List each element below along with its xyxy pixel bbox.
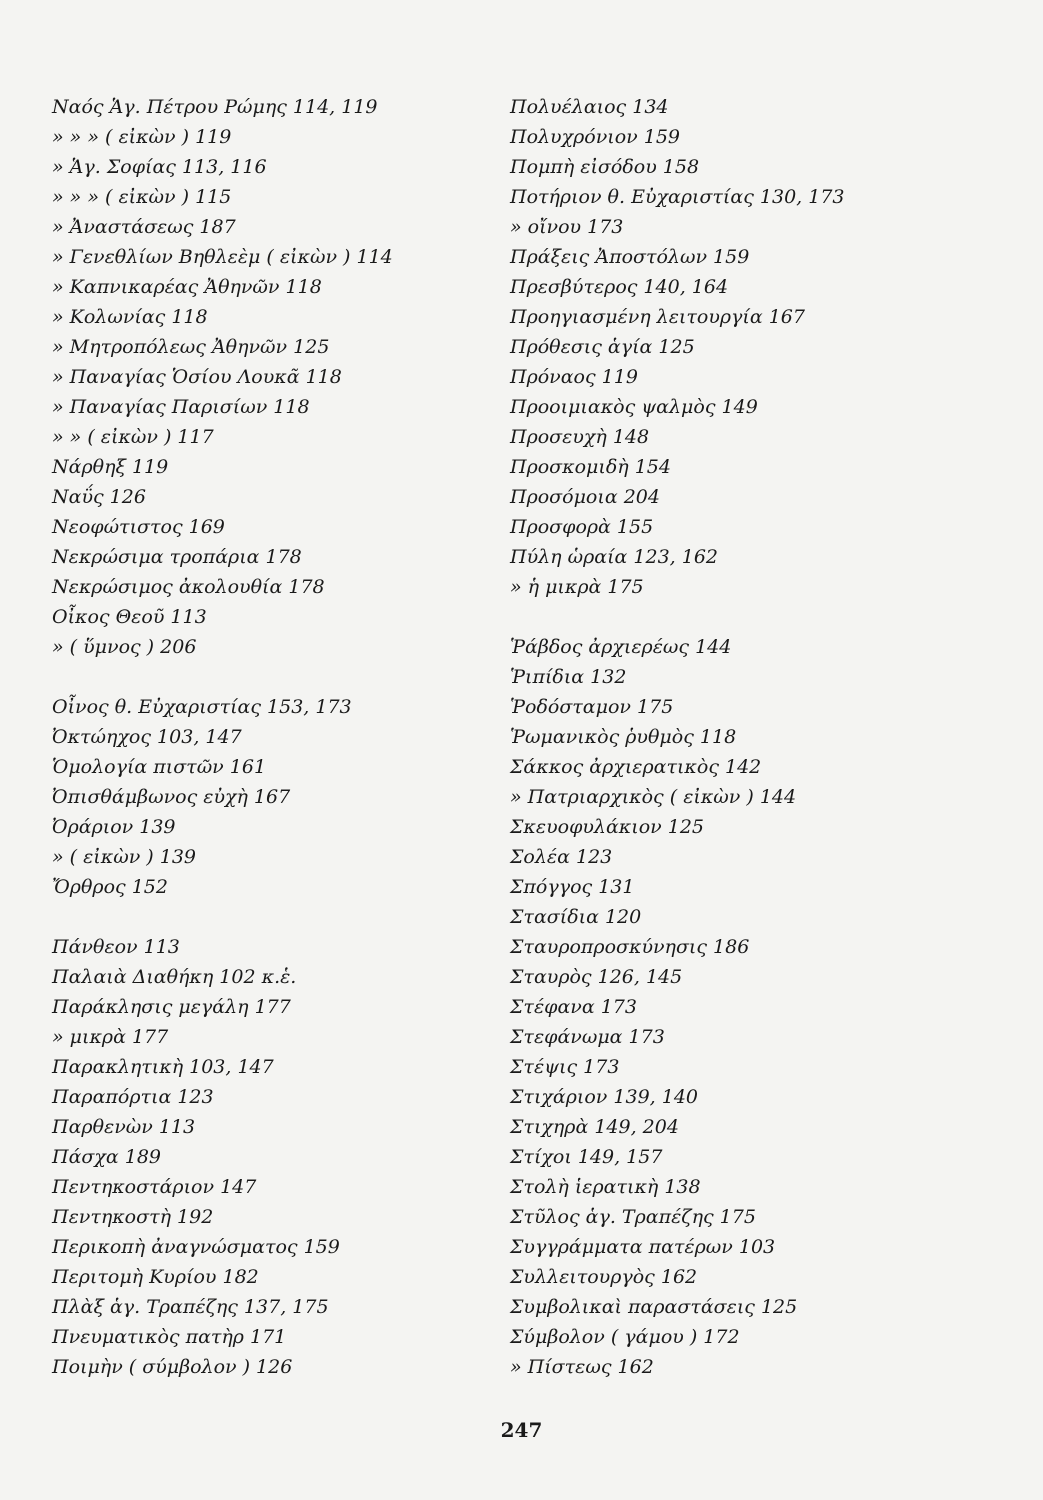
index-column-right — [510, 92, 990, 1382]
index-entry: Σκευοφυλάκιον 125 — [510, 816, 705, 838]
index-entry: Προοιμιακὸς ψαλμὸς 149 — [510, 396, 758, 418]
index-entry: Πομπὴ εἰσόδου 158 — [510, 156, 700, 178]
index-entry: Παράκλησις μεγάλη 177 — [52, 996, 291, 1018]
index-entry: Ῥωμανικὸς ῥυθμὸς 118 — [510, 726, 737, 748]
index-entry: Οἶκος Θεοῦ 113 — [52, 606, 207, 628]
index-entry: Στιχηρὰ 149, 204 — [510, 1116, 679, 1138]
index-entry: Πλὰξ ἁγ. Τραπέζης 137, 175 — [52, 1296, 329, 1318]
index-entry: Στολὴ ἱερατικὴ 138 — [510, 1176, 701, 1198]
index-entry: Σπόγγος 131 — [510, 876, 635, 898]
index-entry: Πράξεις Ἀποστόλων 159 — [510, 246, 750, 268]
index-entry: » μικρὰ 177 — [52, 1026, 169, 1048]
index-entry: Σταυρὸς 126, 145 — [510, 966, 683, 988]
index-entry: Ῥιπίδια 132 — [510, 666, 627, 688]
index-entry: » Καπνικαρέας Ἀθηνῶν 118 — [52, 276, 322, 298]
index-entry: Οἶνος θ. Εὐχαριστίας 153, 173 — [52, 696, 352, 718]
index-entry: Περικοπὴ ἀναγνώσματος 159 — [52, 1236, 340, 1258]
index-entry: Προσευχὴ 148 — [510, 426, 650, 448]
index-entry: Πρεσβύτερος 140, 164 — [510, 276, 729, 298]
index-spacer — [510, 602, 990, 632]
index-entry: Πρόθεσις ἁγία 125 — [510, 336, 695, 358]
page-number: 247 — [500, 1418, 543, 1442]
index-entry: Στῦλος ἁγ. Τραπέζης 175 — [510, 1206, 756, 1228]
index-entry: Προηγιασμένη λειτουργία 167 — [510, 306, 805, 328]
index-entry: Πύλη ὡραία 123, 162 — [510, 546, 719, 568]
index-entry: » Πίστεως 162 — [510, 1356, 654, 1378]
index-entry: Νάρθηξ 119 — [52, 456, 169, 478]
index-entry: Περιτομὴ Κυρίου 182 — [52, 1266, 259, 1288]
index-entry: Πάνθεον 113 — [52, 936, 180, 958]
index-entry: Πολυχρόνιον 159 — [510, 126, 681, 148]
index-entry: Πεντηκοστὴ 192 — [52, 1206, 214, 1228]
index-entry: Σύμβολον ( γάμου ) 172 — [510, 1326, 740, 1348]
index-entry: Σάκκος ἀρχιερατικὸς 142 — [510, 756, 762, 778]
index-entry: Παρθενὼν 113 — [52, 1116, 196, 1138]
index-entry: Πνευματικὸς πατὴρ 171 — [52, 1326, 287, 1348]
index-entry: Ὀράριον 139 — [52, 816, 176, 838]
index-entry: Στασίδια 120 — [510, 906, 642, 928]
index-entry: Πολυέλαιος 134 — [510, 96, 669, 118]
index-entry: » Κολωνίας 118 — [52, 306, 208, 328]
index-entry: Παλαιὰ Διαθήκη 102 κ.ἑ. — [52, 966, 297, 988]
index-entry: Ὄρθρος 152 — [52, 876, 168, 898]
index-entry: Ῥοδόσταμον 175 — [510, 696, 674, 718]
index-entry: Στεφάνωμα 173 — [510, 1026, 665, 1048]
index-entry: » οἴνου 173 — [510, 216, 624, 238]
index-entry: Στίχοι 149, 157 — [510, 1146, 663, 1168]
index-entry: Πεντηκοστάριον 147 — [52, 1176, 257, 1198]
index-entry: Ῥάβδος ἀρχιερέως 144 — [510, 636, 732, 658]
index-entry: Στιχάριον 139, 140 — [510, 1086, 698, 1108]
index-entry: Ναός Ἁγ. Πέτρου Ρώμης 114, 119 — [52, 96, 378, 118]
index-entry: » Πατριαρχικὸς ( εἰκὼν ) 144 — [510, 786, 797, 808]
index-entry: Πάσχα 189 — [52, 1146, 162, 1168]
index-entry: » » » ( εἰκὼν ) 119 — [52, 126, 232, 148]
index-entry: Συλλειτουργὸς 162 — [510, 1266, 698, 1288]
index-entry: Ποιμὴν ( σύμβολον ) 126 — [52, 1356, 293, 1378]
index-entry: » » » ( εἰκὼν ) 115 — [52, 186, 232, 208]
index-entry: » ( ὕμνος ) 206 — [52, 636, 197, 658]
index-entry: » Παναγίας Παρισίων 118 — [52, 396, 310, 418]
index-entry: Προσκομιδὴ 154 — [510, 456, 671, 478]
index-entry: » Παναγίας Ὁσίου Λουκᾶ 118 — [52, 366, 342, 388]
index-entry: Νεκρώσιμα τροπάρια 178 — [52, 546, 302, 568]
index-entry: Συμβολικαὶ παραστάσεις 125 — [510, 1296, 798, 1318]
index-entry: Ποτήριον θ. Εὐχαριστίας 130, 173 — [510, 186, 845, 208]
index-entry: » Ἀναστάσεως 187 — [52, 216, 236, 238]
index-entry: Παρακλητικὴ 103, 147 — [52, 1056, 274, 1078]
index-entry: Νεκρώσιμος ἀκολουθία 178 — [52, 576, 325, 598]
index-entry: Ὀκτώηχος 103, 147 — [52, 726, 242, 748]
index-entry: » » ( εἰκὼν ) 117 — [52, 426, 214, 448]
index-entry: » ἡ μικρὰ 175 — [510, 576, 644, 598]
index-entry: Ναΰς 126 — [52, 486, 146, 508]
index-entry: » ( εἰκὼν ) 139 — [52, 846, 197, 868]
index-entry: Σολέα 123 — [510, 846, 613, 868]
index-entry: Στέψις 173 — [510, 1056, 620, 1078]
index-entry: Προσόμοια 204 — [510, 486, 660, 508]
index-spacer — [52, 902, 492, 932]
index-entry: Συγγράμματα πατέρων 103 — [510, 1236, 776, 1258]
index-entry: Ὁμολογία πιστῶν 161 — [52, 756, 267, 778]
index-entry: Νεοφώτιστος 169 — [52, 516, 225, 538]
index-entry: Σταυροπροσκύνησις 186 — [510, 936, 750, 958]
index-entry: » Ἁγ. Σοφίας 113, 116 — [52, 156, 267, 178]
index-entry: » Μητροπόλεως Ἀθηνῶν 125 — [52, 336, 330, 358]
index-column-left — [52, 92, 492, 1382]
index-entry: Προσφορὰ 155 — [510, 516, 654, 538]
index-entry: Πρόναος 119 — [510, 366, 638, 388]
index-entry: Στέφανα 173 — [510, 996, 637, 1018]
index-entry: Παραπόρτια 123 — [52, 1086, 214, 1108]
index-entry: » Γενεθλίων Βηθλεὲμ ( εἰκὼν ) 114 — [52, 246, 393, 268]
index-spacer — [52, 662, 492, 692]
index-entry: Ὀπισθάμβωνος εὐχὴ 167 — [52, 786, 291, 808]
